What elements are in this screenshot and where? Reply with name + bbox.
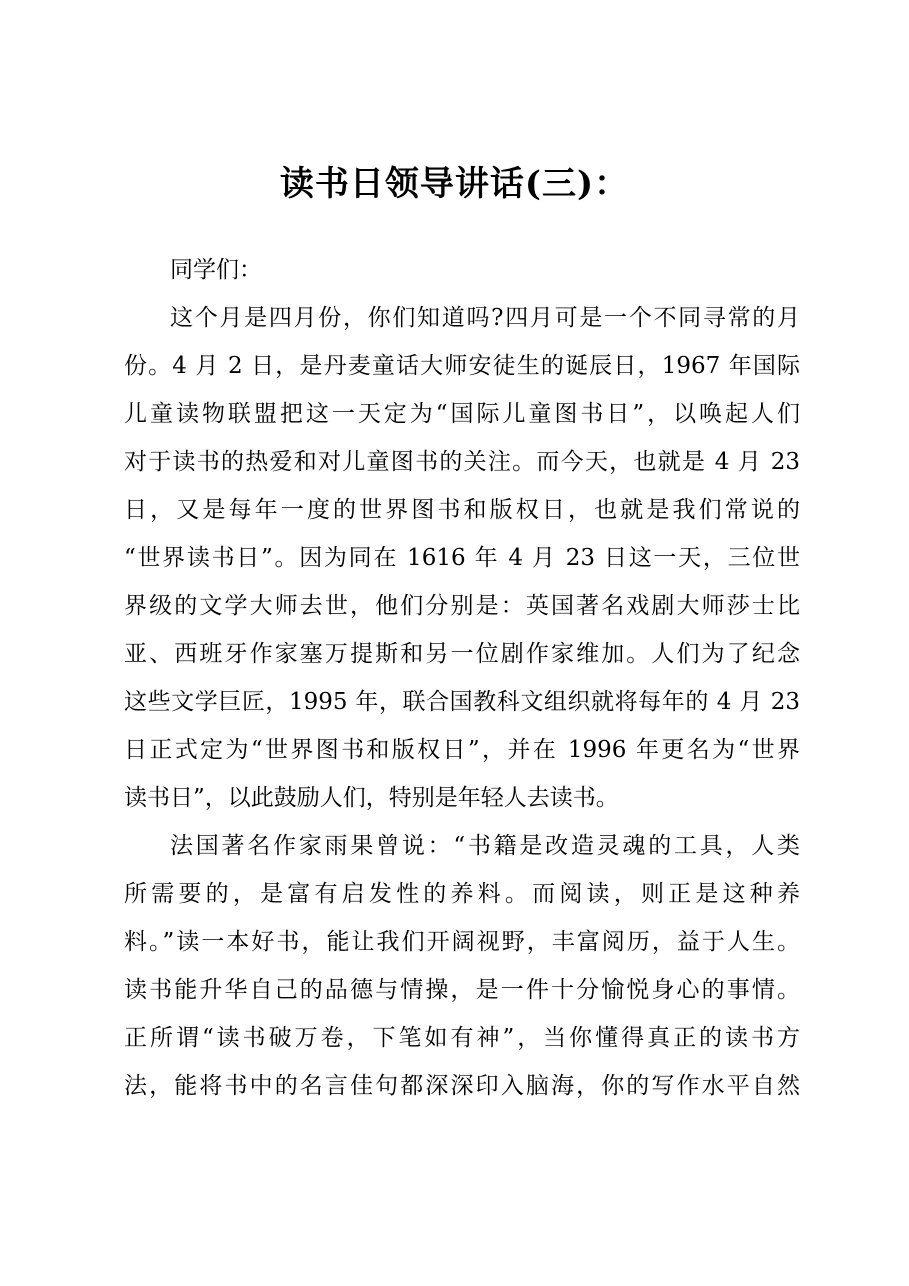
paragraph-line: 儿童读物联盟把这一天定为“国际儿童图书日”，以唤起人们	[124, 401, 800, 427]
paragraph-line: 料。”读一本好书，能让我们开阔视野，丰富阅历，益于人生。	[124, 929, 800, 955]
paragraph-line: 读书日”，以此鼓励人们，特别是年轻人去读书。	[124, 785, 619, 811]
paragraph-line: 份。4 月 2 日，是丹麦童话大师安徒生的诞辰日，1967 年国际	[124, 353, 800, 379]
paragraph-line: 法国著名作家雨果曾说：“书籍是改造灵魂的工具，人类	[170, 833, 800, 859]
paragraph-line: 对于读书的热爱和对儿童图书的关注。而今天，也就是 4 月 23	[124, 449, 800, 475]
paragraph-line: 亚、西班牙作家塞万提斯和另一位剧作家维加。人们为了纪念	[124, 641, 800, 667]
paragraph-line: 日，又是每年一度的世界图书和版权日，也就是我们常说的	[124, 497, 800, 523]
paragraph-line: 界级的文学大师去世，他们分别是：英国著名戏剧大师莎士比	[124, 593, 800, 619]
paragraph-line: 正所谓“读书破万卷，下笔如有神”，当你懂得真正的读书方	[124, 1025, 800, 1051]
paragraph-line: 读书能升华自己的品德与情操，是一件十分愉悦身心的事情。	[124, 977, 800, 1003]
paragraph-line: 所需要的，是富有启发性的养料。而阅读，则正是这种养	[124, 881, 800, 907]
paragraph-line: 日正式定为“世界图书和版权日”，并在 1996 年更名为“世界	[124, 737, 800, 763]
paragraph-line: 法，能将书中的名言佳句都深深印入脑海，你的写作水平自然	[124, 1073, 800, 1099]
paragraph-line: “世界读书日”。因为同在 1616 年 4 月 23 日这一天，三位世	[124, 545, 800, 571]
document-title: 读书日领导讲话(三)：	[279, 164, 630, 204]
paragraph-line: 这个月是四月份，你们知道吗?四月可是一个不同寻常的月	[170, 305, 800, 331]
salutation-line: 同学们：	[170, 257, 262, 283]
paragraph-line: 这些文学巨匠，1995 年，联合国教科文组织就将每年的 4 月 23	[124, 689, 800, 715]
